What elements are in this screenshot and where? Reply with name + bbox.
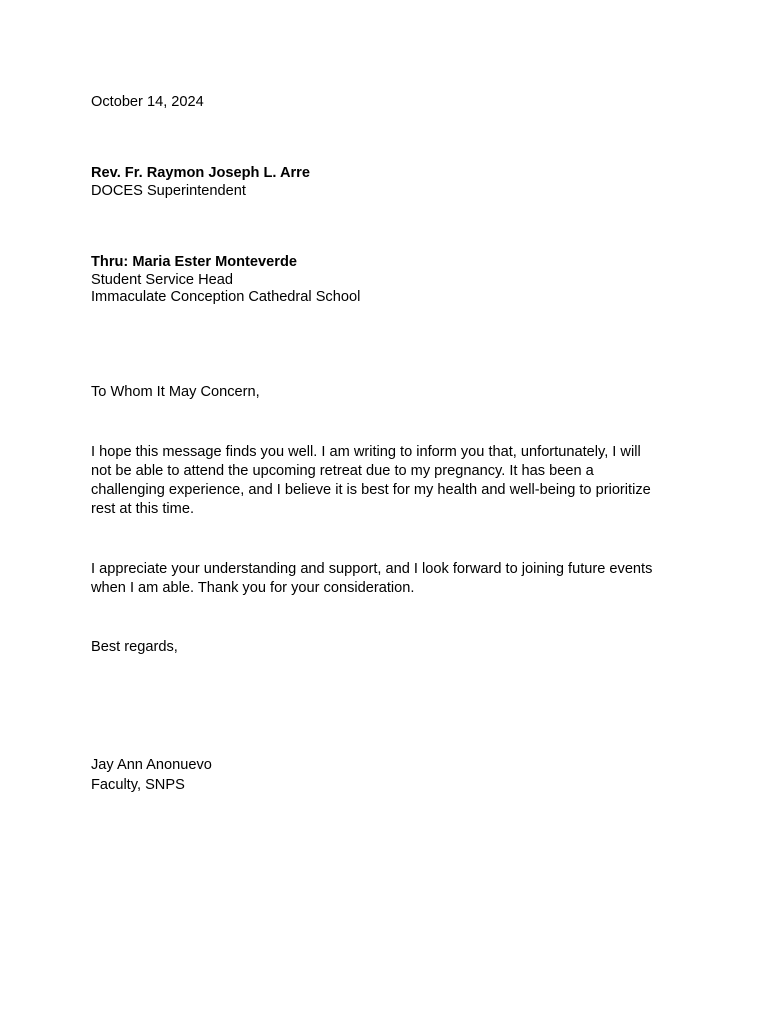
sender-position: Faculty, SNPS (91, 777, 185, 793)
paragraph-line: when I am able. Thank you for your consideration. (91, 580, 415, 596)
salutation: To Whom It May Concern, (91, 384, 260, 400)
closing: Best regards, (91, 639, 178, 655)
letter-date: October 14, 2024 (91, 94, 204, 110)
recipient-name: Rev. Fr. Raymon Joseph L. Arre (91, 165, 310, 181)
thru-title: Student Service Head (91, 272, 233, 288)
recipient-title: DOCES Superintendent (91, 183, 246, 199)
paragraph-line: I appreciate your understanding and support, and I look forward to joining future events (91, 561, 653, 577)
thru-organization: Immaculate Conception Cathedral School (91, 289, 361, 305)
paragraph-line: rest at this time. (91, 501, 194, 517)
paragraph-line: challenging experience, and I believe it is best for my health and well-being to prioritize (91, 482, 651, 498)
paragraph-line: I hope this message finds you well. I am writing to inform you that, unfortunately, I will (91, 444, 641, 460)
sender-name: Jay Ann Anonuevo (91, 757, 212, 773)
thru-name: Thru: Maria Ester Monteverde (91, 254, 297, 270)
paragraph-line: not be able to attend the upcoming retreat due to my pregnancy. It has been a (91, 463, 594, 479)
